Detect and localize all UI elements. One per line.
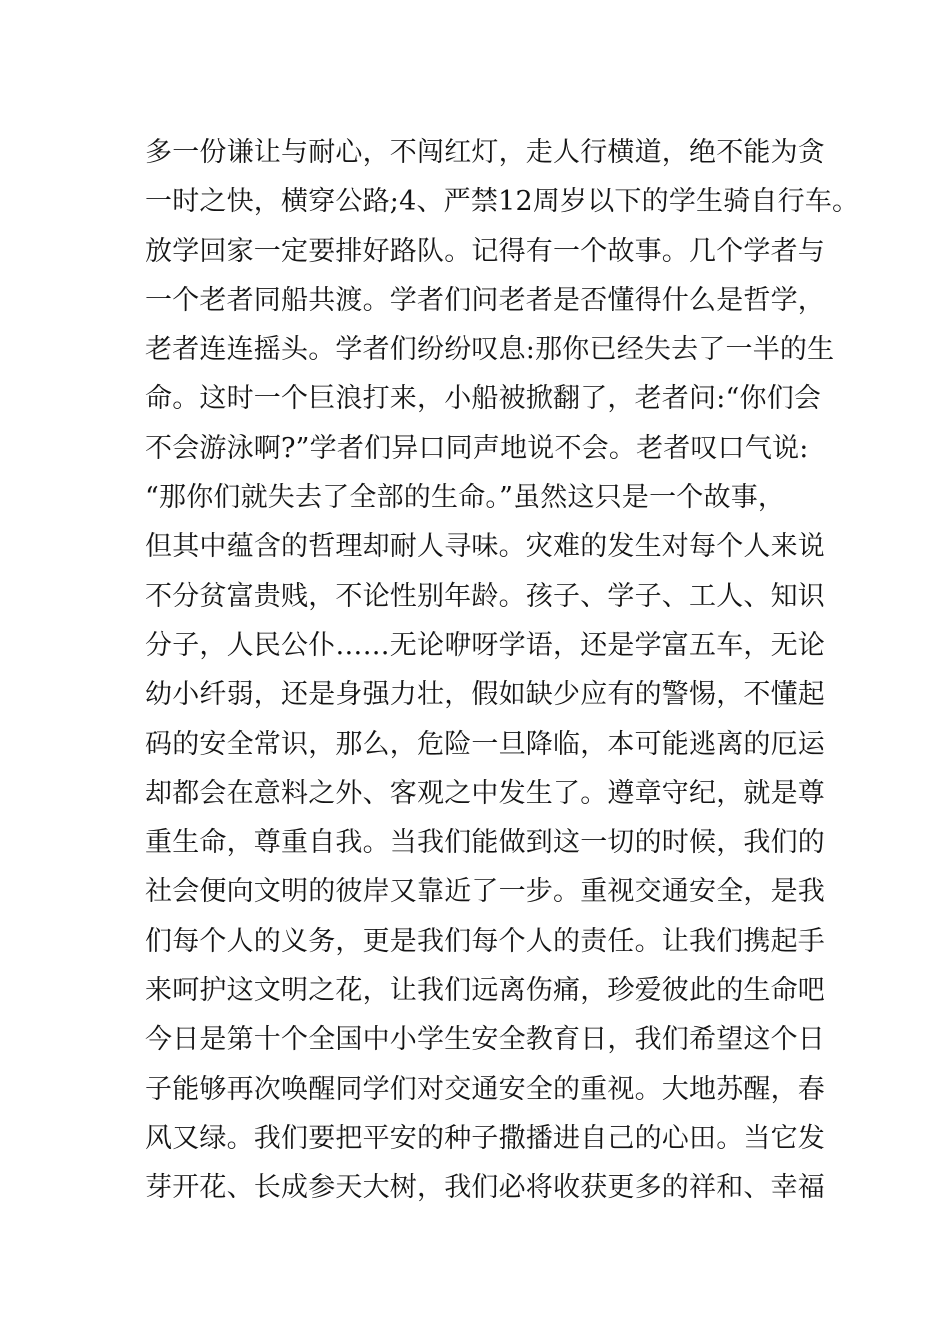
text-line: 放学回家一定要排好路队。记得有一个故事。几个学者与 [145, 235, 825, 267]
text-line: 但其中蕴含的哲理却耐人寻味。灾难的发生对每个人来说 [145, 531, 825, 563]
body-text [145, 128, 860, 1213]
text-line: 一时之快，横穿公路;4、严禁12周岁以下的学生骑自行车。 [145, 186, 860, 218]
text-line: 社会便向文明的彼岸又靠近了一步。重视交通安全，是我 [145, 876, 825, 908]
text-line: 一个老者同船共渡。学者们问老者是否懂得什么是哲学， [145, 284, 825, 316]
text-line: 幼小纤弱，还是身强力壮，假如缺少应有的警惕，不懂起 [145, 679, 825, 711]
text-line: 重生命，尊重自我。当我们能做到这一切的时候，我们的 [145, 827, 825, 859]
text-line: 老者连连摇头。学者们纷纷叹息:那你已经失去了一半的生 [145, 334, 835, 366]
text-line: 不分贫富贵贱，不论性别年龄。孩子、学子、工人、知识 [145, 580, 825, 612]
text-line: 分子，人民公仆……无论咿呀学语，还是学富五车，无论 [145, 629, 825, 661]
text-line: 子能够再次唤醒同学们对交通安全的重视。大地苏醒，春 [145, 1073, 825, 1105]
text-line: 不会游泳啊?”学者们异口同声地说不会。老者叹口气说: [145, 432, 809, 464]
text-line: 来呵护这文明之花，让我们远离伤痛，珍爱彼此的生命吧 [145, 975, 825, 1007]
text-line: “那你们就失去了全部的生命。”虽然这只是一个故事， [145, 482, 786, 514]
text-line: 芽开花、长成参天大树，我们必将收获更多的祥和、幸福 [145, 1172, 825, 1204]
text-line: 风又绿。我们要把平安的种子撒播进自己的心田。当它发 [145, 1122, 825, 1154]
text-line: 却都会在意料之外、客观之中发生了。遵章守纪，就是尊 [145, 777, 825, 809]
text-line: 码的安全常识，那么，危险一旦降临，本可能逃离的厄运 [145, 728, 825, 760]
text-line: 命。这时一个巨浪打来，小船被掀翻了，老者问:“你们会 [145, 383, 822, 415]
text-line: 们每个人的义务，更是我们每个人的责任。让我们携起手 [145, 925, 825, 957]
text-line: 多一份谦让与耐心，不闯红灯，走人行横道，绝不能为贪 [145, 137, 825, 168]
text-line: 今日是第十个全国中小学生安全教育日，我们希望这个日 [145, 1024, 825, 1056]
